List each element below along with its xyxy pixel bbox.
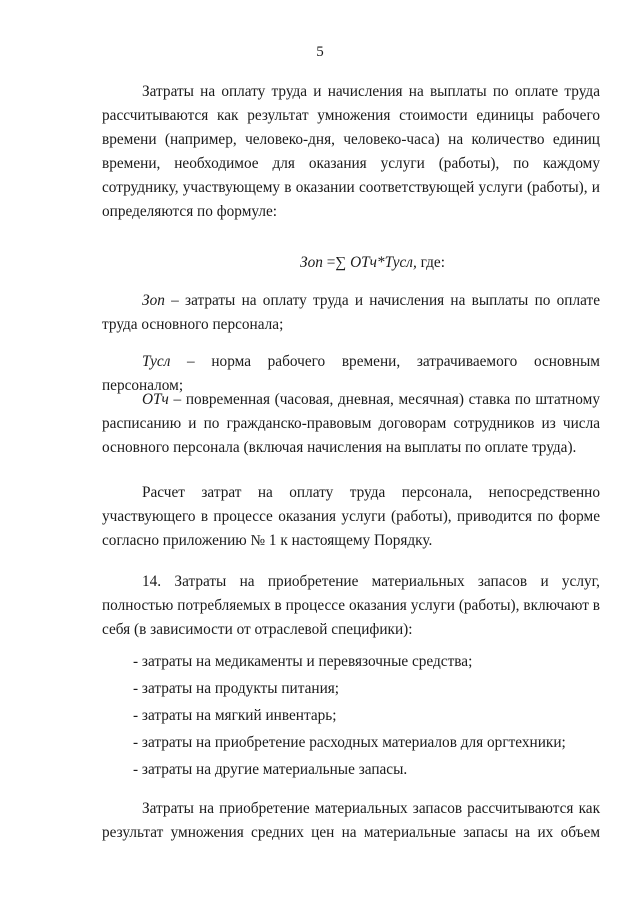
- paragraph-materials: Затраты на приобретение материальных запасов рассчитываются как результат умножения средних цен на материальные запасы на их объем: [102, 800, 600, 841]
- paragraph-calculation: Расчет затрат на оплату труда персонала, непосредственно участвующего в процессе оказания услуги (работы), приводится по форме согласно приложению № 1 к настоящему Порядку.: [102, 484, 600, 549]
- formula-tail: где:: [416, 254, 445, 271]
- list-item: - затраты на медикаменты и перевязочные средства;: [133, 653, 473, 670]
- definition-text: – повременная (часовая, дневная, месячная) ставка по штатному расписанию и по гражданско-правовым договорам сотрудников из числа основного персонала (включая начисления на выплаты по оплате труда).: [102, 391, 600, 456]
- page-number: 5: [316, 44, 324, 60]
- formula-operator: =∑: [322, 254, 351, 271]
- paragraph-labor-costs: Затраты на оплату труда и начисления на выплаты по оплате труда рассчитываются как результат умножения стоимости единицы рабочего времени (например, человеко-дня, человеко-часа) на количество единиц времени, необходимое для оказания услуги (работы), по каждому сотруднику, участвующему в оказании соответствующей услуги (работы), и определяются по формуле:: [102, 83, 600, 220]
- definition-otch: [102, 388, 600, 460]
- formula-lhs: Зоп: [300, 254, 323, 271]
- definition-term: Зоп: [142, 292, 165, 309]
- list-item: - затраты на продукты питания;: [133, 680, 340, 697]
- definition-text: – норма рабочего времени, затрачиваемого основным персоналом;: [102, 353, 600, 394]
- formula-rhs: ОТч*Тусл,: [350, 254, 417, 271]
- list-item: - затраты на другие материальные запасы.: [133, 761, 408, 778]
- formula: [300, 254, 445, 272]
- list-item: - затраты на мягкий инвентарь;: [133, 707, 337, 724]
- paragraph-14: 14. Затраты на приобретение материальных запасов и услуг, полностью потребляемых в процессе оказания услуги (работы), включают в себя (в зависимости от отраслевой специфики):: [102, 573, 600, 638]
- definition-term: ОТч: [142, 391, 169, 408]
- definition-text: – затраты на оплату труда и начисления на выплаты по оплате труда основного персонала;: [102, 292, 600, 333]
- definition-zop: [102, 289, 600, 337]
- definition-term: Тусл: [142, 353, 171, 370]
- list-item: - затраты на приобретение расходных материалов для оргтехники;: [133, 734, 566, 751]
